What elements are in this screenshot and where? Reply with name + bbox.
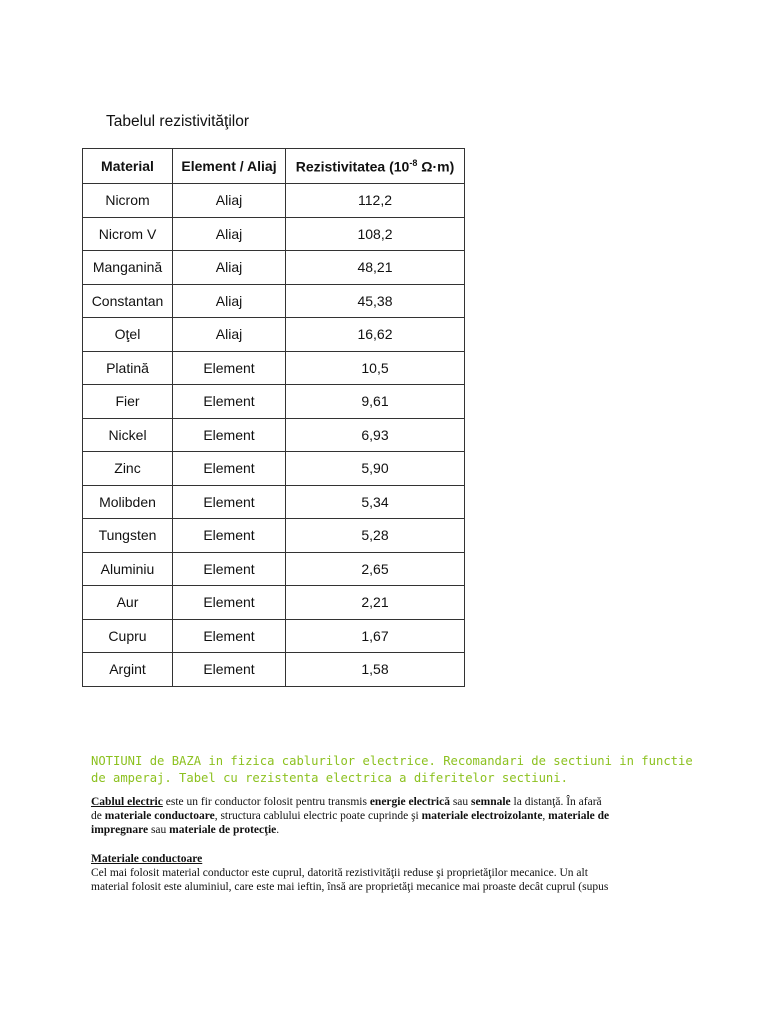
text-segment: de — [91, 810, 105, 822]
cell-material: Aluminiu — [83, 552, 173, 586]
header-resistivity-prefix: Rezistivitatea (10 — [295, 158, 410, 175]
paragraph-line-1: Cel mai folosit material conductor este cuprul, datorită rezistivităţii reduse şi proprietăţilor mecanice. Un alt — [91, 867, 588, 879]
table-row — [83, 217, 465, 251]
text-segment: , — [542, 810, 549, 822]
term-materiale-de-protectie: materiale de protecţie — [169, 824, 277, 836]
text-segment: , structura cablului electric poate cuprinde şi — [214, 810, 422, 822]
cell-type: Element — [173, 586, 286, 620]
cell-type: Element — [173, 418, 286, 452]
text-segment: la distanţă. În afară — [510, 796, 602, 808]
table-row — [83, 184, 465, 218]
term-materiale-de: materiale de — [548, 810, 610, 822]
cell-material: Nicrom — [83, 184, 173, 218]
cell-type: Element — [173, 653, 286, 687]
table-row — [83, 351, 465, 385]
article-heading-line-2: de amperaj. Tabel cu rezistenta electrica a diferitelor sectiuni. — [91, 771, 568, 785]
cell-resistivity: 5,34 — [286, 485, 465, 519]
cell-material: Aur — [83, 586, 173, 620]
cell-resistivity: 16,62 — [286, 318, 465, 352]
table-row — [83, 552, 465, 586]
paragraph-cable-definition — [91, 795, 691, 837]
cell-type: Aliaj — [173, 184, 286, 218]
term-materiale-conductoare: materiale conductoare — [104, 810, 215, 822]
table-row — [83, 385, 465, 419]
cell-resistivity: 108,2 — [286, 217, 465, 251]
cell-resistivity: 2,65 — [286, 552, 465, 586]
table-row — [83, 485, 465, 519]
header-element: Element / Aliaj — [173, 149, 286, 184]
cell-resistivity: 10,5 — [286, 351, 465, 385]
resistivity-table — [82, 148, 465, 687]
term-energie-electrica: energie electrică — [369, 796, 450, 808]
table-row — [83, 619, 465, 653]
cell-type: Element — [173, 519, 286, 553]
term-impregnare: impregnare — [91, 824, 149, 836]
cell-resistivity: 48,21 — [286, 251, 465, 285]
cell-material: Nicrom V — [83, 217, 173, 251]
paragraph-materiale-conductoare — [91, 852, 691, 894]
table-row — [83, 653, 465, 687]
cell-material: Zinc — [83, 452, 173, 486]
cell-resistivity: 5,90 — [286, 452, 465, 486]
cell-type: Element — [173, 385, 286, 419]
cell-material: Argint — [83, 653, 173, 687]
cell-material: Tungsten — [83, 519, 173, 553]
cell-type: Element — [173, 351, 286, 385]
term-cablul-electric: Cablul electric — [91, 796, 163, 808]
cell-material: Constantan — [83, 284, 173, 318]
cell-resistivity: 2,21 — [286, 586, 465, 620]
cell-material: Molibden — [83, 485, 173, 519]
cell-resistivity: 1,58 — [286, 653, 465, 687]
cell-resistivity: 1,67 — [286, 619, 465, 653]
cell-type: Element — [173, 452, 286, 486]
text-segment: . — [276, 824, 280, 836]
table-row — [83, 586, 465, 620]
cell-resistivity: 9,61 — [286, 385, 465, 419]
table-body — [83, 184, 465, 687]
cell-resistivity: 5,28 — [286, 519, 465, 553]
table-row — [83, 284, 465, 318]
table-title: Tabelul rezistivităţilor — [106, 113, 249, 130]
term-materiale-electroizolante: materiale electroizolante — [421, 810, 543, 822]
cell-material: Oţel — [83, 318, 173, 352]
cell-type: Aliaj — [173, 251, 286, 285]
text-segment: sau — [449, 796, 472, 808]
cell-resistivity: 112,2 — [286, 184, 465, 218]
cell-type: Element — [173, 552, 286, 586]
cell-material: Platină — [83, 351, 173, 385]
paragraph-line-3 — [91, 823, 691, 837]
article-heading — [91, 753, 691, 787]
cell-material: Fier — [83, 385, 173, 419]
cell-type: Aliaj — [173, 217, 286, 251]
header-material: Material — [83, 149, 173, 184]
term-semnale: semnale — [471, 796, 511, 808]
cell-resistivity: 45,38 — [286, 284, 465, 318]
cell-material: Nickel — [83, 418, 173, 452]
article-heading-line-1: NOTIUNI de BAZA in fizica cablurilor electrice. Recomandari de sectiuni in functie — [91, 754, 693, 768]
subheading-materiale-conductoare: Materiale conductoare — [91, 853, 203, 865]
header-resistivity — [286, 149, 465, 184]
text-segment: este un fir conductor folosit pentru transmis — [162, 796, 370, 808]
table-row — [83, 318, 465, 352]
table-row — [83, 251, 465, 285]
table-row — [83, 418, 465, 452]
paragraph-line-2: material folosit este aluminiul, care este mai ieftin, însă are proprietăţi mecanice mai proaste decât cuprul (supus — [91, 881, 609, 893]
cell-type: Aliaj — [173, 284, 286, 318]
table-header-row — [83, 149, 465, 184]
cell-type: Aliaj — [173, 318, 286, 352]
paragraph-line-2 — [91, 809, 691, 823]
table-row — [83, 452, 465, 486]
cell-type: Element — [173, 619, 286, 653]
cell-type: Element — [173, 485, 286, 519]
paragraph-line-1 — [91, 795, 691, 809]
header-resistivity-exponent: -8 — [409, 157, 418, 168]
cell-resistivity: 6,93 — [286, 418, 465, 452]
cell-material: Manganină — [83, 251, 173, 285]
table-row — [83, 519, 465, 553]
cell-material: Cupru — [83, 619, 173, 653]
header-resistivity-unit: Ω·m) — [417, 158, 455, 175]
text-segment: sau — [148, 824, 170, 836]
